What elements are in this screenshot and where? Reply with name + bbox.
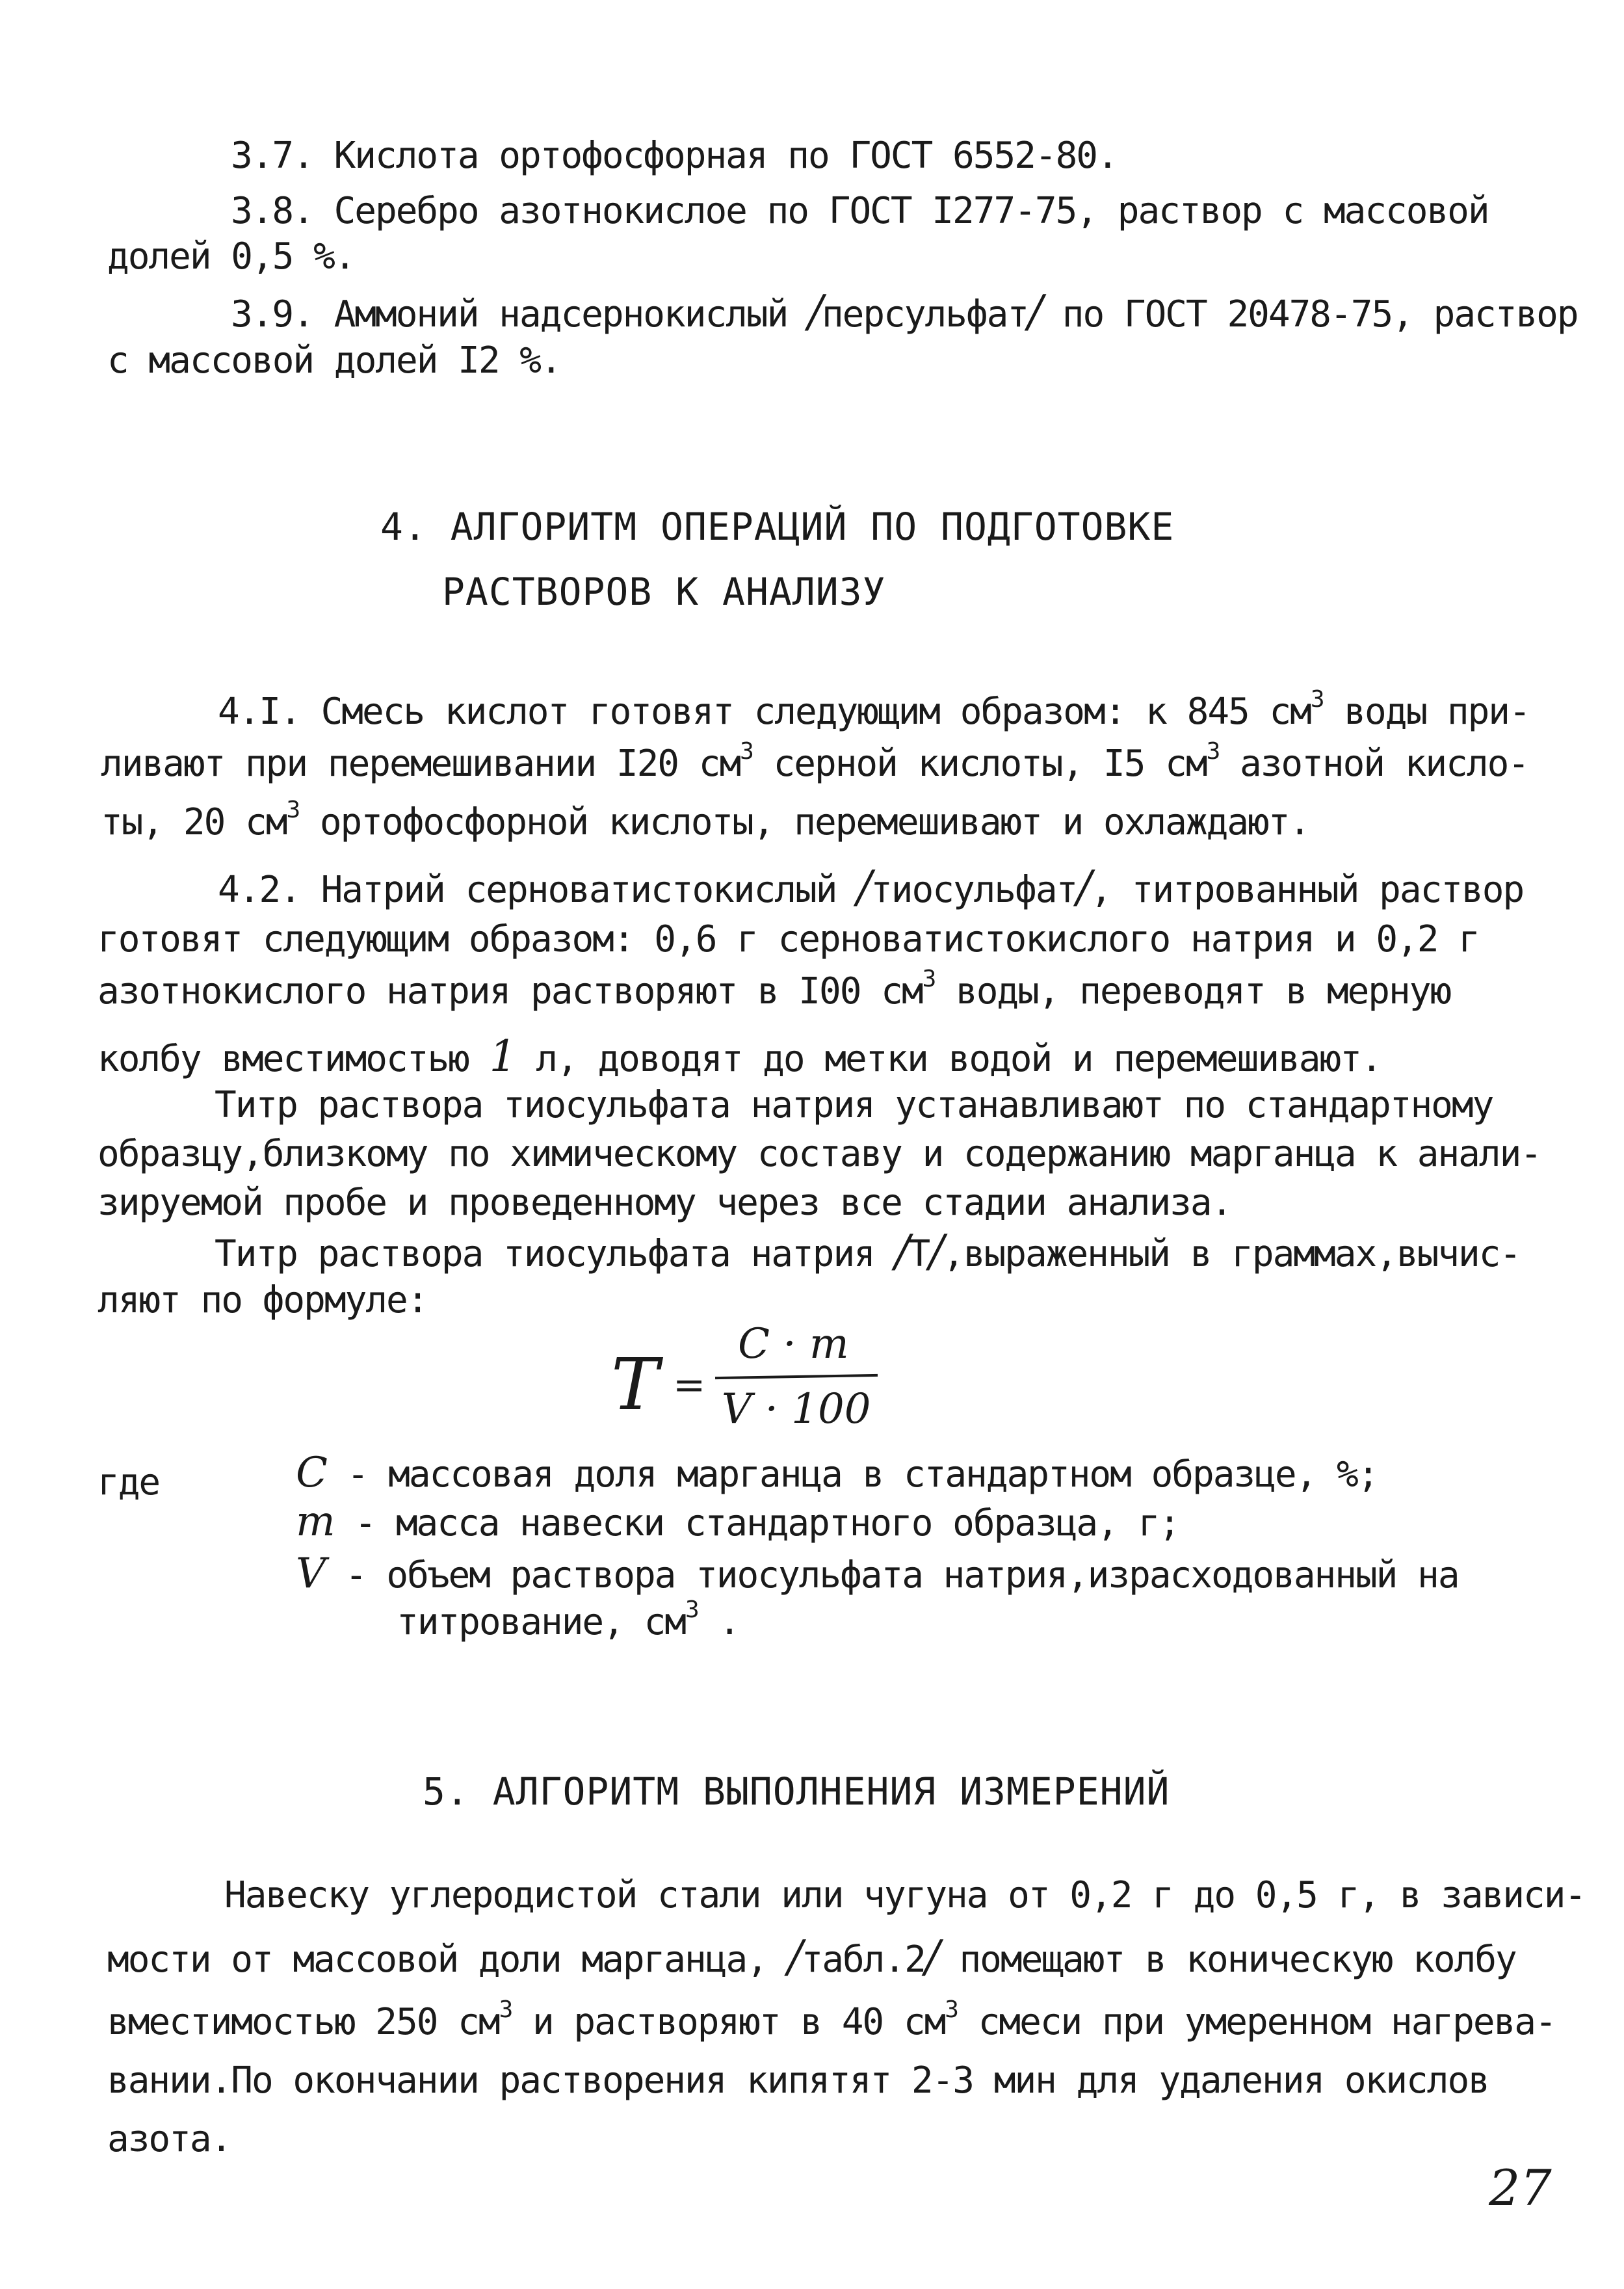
- section-4-heading-line1: 4. АЛГОРИТМ ОПЕРАЦИЙ ПО ПОДГОТОВКЕ: [380, 505, 1175, 549]
- symbol-c: C: [296, 1449, 326, 1497]
- superscript: 3: [685, 1596, 698, 1623]
- para-4-1-line2: [101, 738, 1529, 787]
- p41-text: ливают при перемешивании I20 см: [101, 743, 740, 785]
- p42-text: 4.2. Натрий серноватистокислый: [218, 869, 858, 911]
- item-3-8-line1: 3.8. Серебро азотнокислое по ГОСТ I277-75, раствор с массовой: [231, 190, 1489, 232]
- close-slash: /: [929, 1226, 943, 1277]
- open-slash: /: [857, 862, 871, 913]
- s5-paren: табл.2: [801, 1938, 925, 1981]
- superscript: 3: [945, 1996, 958, 2023]
- open-slash: /: [808, 286, 822, 337]
- def-c: [296, 1450, 1378, 1498]
- titr-line1: Титр раствора тиосульфата натрия устанавливают по стандартному: [215, 1084, 1493, 1126]
- def-v-text: титрование, см: [397, 1601, 686, 1643]
- superscript: 3: [286, 797, 300, 823]
- section-5-line2: [107, 1931, 1516, 1983]
- section-5-line5: азота.: [107, 2118, 231, 2160]
- superscript: 3: [1310, 686, 1324, 713]
- s5-text: смеси при умеренном нагрева-: [957, 2001, 1556, 2043]
- def-v-text: .: [698, 1601, 740, 1643]
- para-4-2-line3: [98, 966, 1451, 1014]
- symbol-m: m: [296, 1498, 334, 1546]
- item-3-7: 3.7. Кислота ортофосфорная по ГОСТ 6552-80.: [231, 135, 1118, 177]
- def-v-line2: [397, 1596, 740, 1645]
- p41-text: серной кислоты, I5 см: [752, 743, 1207, 785]
- p41-text: ортофосфорной кислоты, перемешивают и охлаждают.: [299, 801, 1310, 843]
- def-v-line1: [296, 1551, 1459, 1598]
- para-4-1-line1: [218, 686, 1530, 735]
- item-3-9-line1: [231, 286, 1578, 337]
- formula-equals: =: [673, 1362, 706, 1408]
- page-number: 27: [1489, 2159, 1552, 2217]
- p42-text: азотнокислого натрия растворяют в I00 см: [98, 970, 923, 1012]
- def-m-text: - масса навески стандартного образца, г;: [354, 1502, 1179, 1544]
- calc-text: Титр раствора тиосульфата натрия: [215, 1233, 895, 1275]
- titr-line3: зируемой пробе и проведенному через все стадии анализа.: [98, 1182, 1232, 1224]
- superscript: 3: [922, 966, 936, 992]
- para-4-1-line3: [101, 797, 1310, 845]
- close-slash: /: [924, 1931, 939, 1983]
- p42-text: , титрованный раствор: [1090, 869, 1524, 911]
- symbol-v: V: [296, 1550, 325, 1598]
- s5-text: и растворяют в 40 см: [512, 2001, 945, 2043]
- section-5-line3: [107, 1996, 1556, 2045]
- p41-text: ты, 20 см: [101, 801, 287, 843]
- p41-text: 4.I. Смесь кислот готовят следующим образом: к 845 см: [218, 691, 1311, 733]
- fraction-bar: [715, 1374, 878, 1379]
- p41-text: азотной кисло-: [1219, 743, 1529, 785]
- section-5-heading: 5. АЛГОРИТМ ВЫПОЛНЕНИЯ ИЗМЕРЕНИЙ: [423, 1769, 1170, 1814]
- def-c-text: - массовая доля марганца в стандартном образце, %;: [347, 1453, 1378, 1496]
- p42-paren: тиосульфат: [871, 869, 1077, 911]
- s5-text: мости от массовой доли марганца,: [107, 1938, 788, 1981]
- open-slash: /: [787, 1931, 802, 1983]
- def-v-text: - объем раствора тиосульфата натрия,израсходованный на: [345, 1554, 1459, 1596]
- para-4-2-line2: готовят следующим образом: 0,6 г серноватистокислого натрия и 0,2 г: [98, 918, 1479, 960]
- item-3-9-paren: персульфат: [821, 293, 1028, 336]
- s5-text: вместимостью 250 см: [107, 2001, 499, 2043]
- titr-line2: образцу,близкому по химическому составу и содержанию марганца к анали-: [98, 1133, 1541, 1175]
- def-m: [296, 1499, 1179, 1546]
- p42-text: колбу вместимостью: [98, 1038, 490, 1080]
- item-3-8-line2: долей 0,5 %.: [107, 235, 355, 278]
- formula-denominator: V · 100: [722, 1385, 871, 1433]
- para-4-2-line1: [218, 862, 1524, 913]
- calc-symbol: Т: [908, 1233, 930, 1275]
- where-label: где: [98, 1461, 160, 1503]
- para-4-2-line4: [98, 1031, 1382, 1082]
- close-slash: /: [1028, 286, 1042, 337]
- section-5-line4: вании.По окончании растворения кипятят 2-3 мин для удаления окислов: [107, 2059, 1489, 2102]
- superscript: 3: [1206, 738, 1220, 765]
- item-3-9-text-b: по ГОСТ 20478-75, раствор: [1041, 293, 1578, 336]
- calc-line2: ляют по формуле:: [98, 1279, 428, 1321]
- close-slash: /: [1077, 862, 1091, 913]
- formula-lhs: T: [611, 1343, 659, 1426]
- item-3-9-line2: с массовой долей I2 %.: [107, 339, 561, 382]
- section-4-heading-line2: РАСТВОРОВ К АНАЛИЗУ: [442, 570, 886, 614]
- p41-text: воды при-: [1323, 691, 1530, 733]
- superscript: 3: [740, 738, 753, 765]
- superscript: 3: [499, 1996, 512, 2023]
- s5-text: помещают в коническую колбу: [938, 1938, 1516, 1981]
- section-5-line1: Навеску углеродистой стали или чугуна от 0,2 г до 0,5 г, в зависи-: [224, 1874, 1586, 1916]
- handwritten-one: 1: [489, 1031, 516, 1081]
- p42-text: л, доводят до метки водой и перемешивают.: [515, 1038, 1382, 1080]
- formula-numerator: C · m: [738, 1320, 849, 1368]
- calc-text: ,выраженный в граммах,вычис-: [943, 1233, 1521, 1275]
- p42-text: воды, переводят в мерную: [935, 970, 1451, 1012]
- item-3-9-text-a: 3.9. Аммоний надсернокислый: [231, 293, 809, 336]
- calc-line1: [215, 1226, 1521, 1277]
- open-slash: /: [895, 1226, 909, 1277]
- titer-formula: [611, 1307, 884, 1450]
